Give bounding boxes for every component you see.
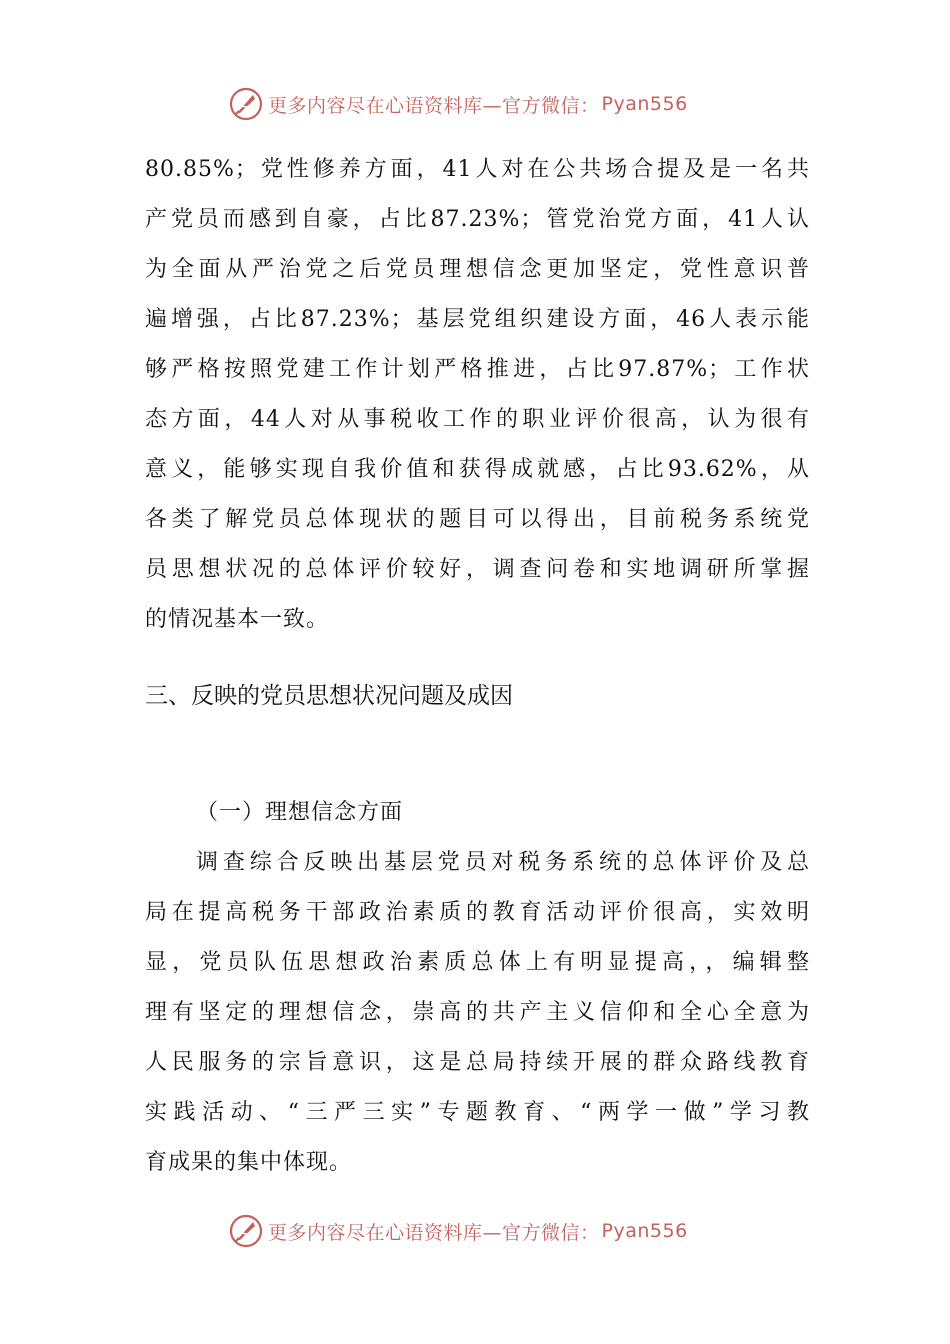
paragraph-line: 理有坚定的理想信念，崇高的共产主义信仰和全心全意为: [145, 1000, 810, 1025]
paragraph-line: 员思想状况的总体评价较好，调查问卷和实地调研所掌握: [145, 557, 810, 582]
watermark-banner-top: [228, 84, 728, 124]
paragraph-line: 意义，能够实现自我价值和获得成就感，占比93.62%，从: [145, 457, 810, 482]
paragraph-line: 为全面从严治党之后党员理想信念更加坚定，党性意识普: [145, 257, 810, 282]
paragraph-line: 产党员而感到自豪，占比87.23%；管党治党方面，41人认: [145, 207, 810, 232]
paragraph-line: 人民服务的宗旨意识，这是总局持续开展的群众路线教育: [145, 1050, 810, 1075]
watermark-banner-bottom: [228, 1211, 728, 1251]
paragraph-line: 局在提高税务干部政治素质的教育活动评价很高，实效明: [145, 900, 810, 925]
paragraph-line: 实践活动、“三严三实”专题教育、“两学一做”学习教: [145, 1100, 810, 1125]
paragraph-line: 育成果的集中体现。: [145, 1150, 353, 1175]
subsection-heading: （一）理想信念方面: [196, 800, 404, 825]
feather-pen-logo-icon: [228, 1213, 264, 1249]
paragraph-line: 态方面，44人对从事税收工作的职业评价很高，认为很有: [145, 407, 810, 432]
section-heading: 三、反映的党员思想状况问题及成因: [145, 683, 513, 709]
paragraph-line: 调查综合反映出基层党员对税务系统的总体评价及总: [196, 850, 810, 875]
feather-pen-logo-icon: [228, 86, 264, 122]
watermark-text: 更多内容尽在心语资料库—官方微信：: [268, 94, 600, 117]
paragraph-line: 80.85%；党性修养方面，41人对在公共场合提及是一名共: [145, 157, 810, 182]
paragraph-line: 各类了解党员总体现状的题目可以得出，目前税务系统党: [145, 507, 810, 532]
paragraph-line: 够严格按照党建工作计划严格推进，占比97.87%；工作状: [145, 357, 810, 382]
paragraph-line: 显，党员队伍思想政治素质总体上有明显提高，，编辑整: [145, 950, 810, 975]
watermark-text: 更多内容尽在心语资料库—官方微信：: [268, 1221, 600, 1244]
paragraph-line: 遍增强，占比87.23%；基层党组织建设方面，46人表示能: [145, 307, 810, 332]
watermark-wechat-id: Pyan556: [601, 1220, 688, 1242]
watermark-wechat-id: Pyan556: [601, 93, 688, 115]
paragraph-line: 的情况基本一致。: [145, 607, 330, 632]
